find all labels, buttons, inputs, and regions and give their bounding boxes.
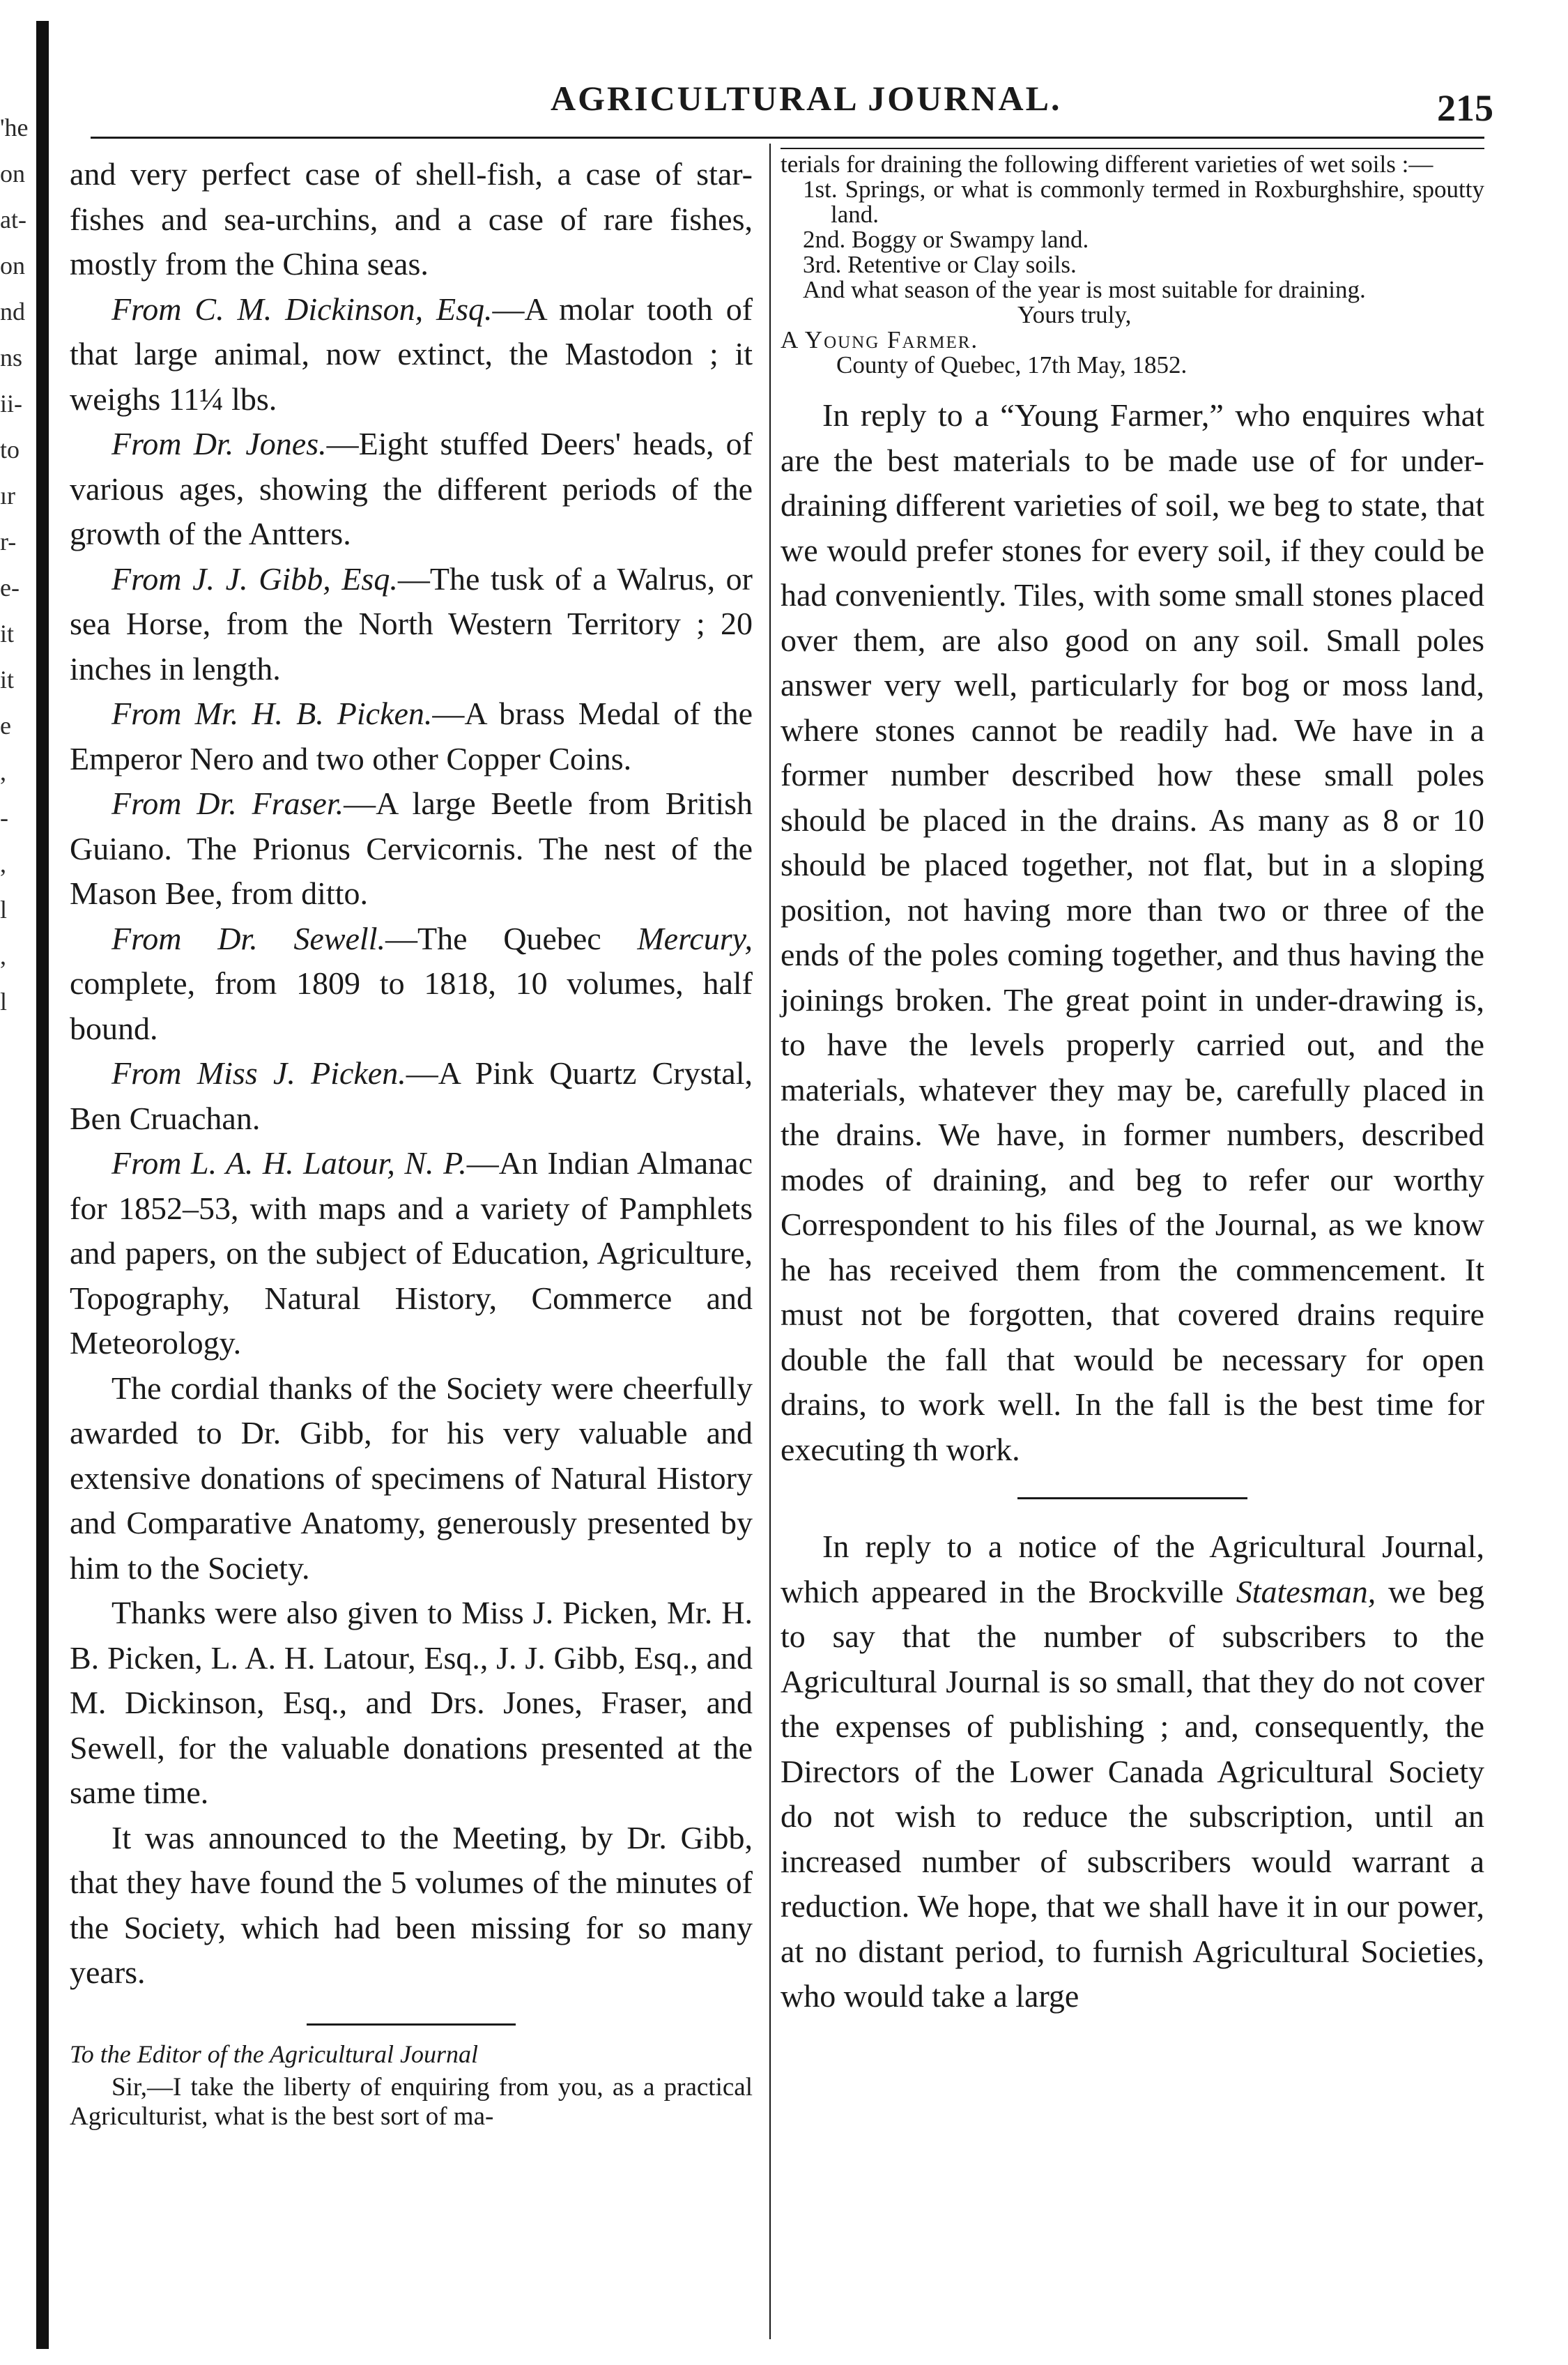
donation-entry	[70, 691, 753, 781]
margin-fragment: -	[0, 804, 8, 832]
margin-fragment: e	[0, 712, 11, 740]
donation-text: —The tusk of a Walrus, or sea Horse, from the North Western Territory ; 20 inches in length.	[70, 560, 753, 687]
margin-fragment: l	[0, 988, 8, 1016]
left-column	[70, 152, 753, 2131]
donation-text: —A large Beetle from British Guiano. The Prionus Cervicornis. The nest of the Mason Bee, from ditto.	[70, 786, 753, 911]
margin-fragment: it	[0, 620, 15, 648]
previous-page-fragments	[0, 105, 33, 1025]
donation-text: —A brass Medal of the Emperor Nero and two other Copper Coins.	[70, 696, 753, 776]
donor-name: Dr. Jones.	[193, 426, 327, 461]
page-number: 215	[1437, 87, 1493, 129]
donation-text: —Eight stuffed Deers' heads, of various ages, showing the different periods of the growth of the Antters.	[70, 426, 753, 551]
margin-fragment: e-	[0, 574, 20, 602]
letter-place-date: County of Quebec, 17th May, 1852.	[836, 351, 1187, 378]
reply-2-end: we beg to say that the number of subscribers to the Agricultural Journal is so small, that they do not cover the expenses of publishing ; and, consequently, the Directors of the Lower Canada Agricultural Society do not wish to reduce the subscription, until an increased number of subscribers would warrant a reduction. We hope, that we shall have it in our power, at no distant period, to furnish Agricultural Societies, who would take a large	[781, 1573, 1484, 2014]
running-header-title: AGRICULTURAL JOURNAL.	[551, 79, 1062, 118]
donation-text: —An Indian Almanac for 1852–53, with maps and a variety of Pamphlets and papers, on the subject of Education, Agriculture, Topography, Natural History, Commerce and Meteorology.	[70, 1145, 753, 1361]
margin-fragment: ns	[0, 344, 23, 372]
donation-entry	[70, 287, 753, 422]
donation-from: From	[112, 786, 182, 821]
donation-text: —A Pink Quartz Crystal, Ben Cruachan.	[70, 1055, 753, 1136]
header-rule	[91, 137, 1484, 139]
page-spine-shadow	[36, 21, 49, 2349]
letter-closing: Yours truly,	[1017, 301, 1132, 328]
margin-fragment: 'he	[0, 114, 29, 141]
paragraph-thanks-gibb: The cordial thanks of the Society were cheerfully awarded to Dr. Gibb, for his very valuable and extensive donations of specimens of Natural History and Comparative Anatomy, generously presented by him to the Society.	[70, 1370, 753, 1586]
letter-continued: terials for draining the following different varieties of wet soils :—	[781, 151, 1434, 178]
margin-fragment: r-	[0, 528, 17, 556]
letter-question: And what season of the year is most suitable for draining.	[803, 276, 1366, 303]
reply-young-farmer: In reply to a “Young Farmer,” who enquires what are the best materials to be made use of for under-draining different varieties of soil, we beg to state, that we would prefer stones for every soil, if they could be had conveniently. Tiles, with some small stones placed over them, are also good on any soil. Small poles answer very well, particularly for bog or moss land, where stones cannot be readily had. We have in a former number described how these small poles should be placed in the drains. As many as 8 or 10 should be placed together, not flat, but in a sloping position, not having more than two or three of the ends of the poles coming together, and thus having the joinings broken. The great point in under-drawing is, to have the levels properly carried out, and the materials, whatever they may be, carefully placed in the drains. We have, in former numbers, described modes of draining, and beg to refer our worthy Correspondent to his files of the Journal, as we know he has received them from the commencement. It must not be forgotten, that covered drains require double the fall that would be necessary for open drains, to work well. In the fall is the best time for executing th work.	[781, 397, 1484, 1467]
donation-italic: Mercury,	[637, 920, 753, 956]
donor-name: L. A. H. Latour, N. P.	[191, 1145, 467, 1181]
paragraph-thanks-others: Thanks were also given to Miss J. Picken, Mr. H. B. Picken, L. A. H. Latour, Esq., J. J. Gibb, Esq., and M. Dickinson, Esq., and Drs. Jones, Fraser, and Sewell, for the valuable donations presented at the same time.	[70, 1595, 753, 1810]
donation-from: From	[112, 426, 182, 461]
donor-name: Dr. Sewell.	[217, 920, 385, 956]
donation-entry	[70, 781, 753, 917]
donation-from: From	[112, 1055, 182, 1091]
margin-fragment: it	[0, 666, 15, 694]
margin-fragment: nd	[0, 298, 25, 326]
donation-from: From	[112, 1145, 182, 1181]
section-rule-right	[1017, 1497, 1247, 1499]
letter-opening: Sir,—I take the liberty of enquiring from you, as a practical Agriculturist, what is the best sort of ma-	[70, 2072, 753, 2131]
column-divider	[769, 144, 771, 2339]
donation-entry	[70, 422, 753, 557]
donation-from: From	[112, 696, 182, 731]
margin-fragment: to	[0, 436, 20, 464]
donation-text: —A molar tooth of that large animal, now extinct, the Mastodon ; it weighs 11¼ lbs.	[70, 291, 753, 417]
letter-item-2: 2nd. Boggy or Swampy land.	[803, 226, 1089, 253]
donation-from: From	[112, 560, 182, 597]
margin-fragment: on	[0, 252, 25, 280]
donation-entry	[70, 1141, 753, 1366]
donation-entry	[70, 557, 753, 692]
letter-heading: To the Editor of the Agricultural Journal	[70, 2039, 479, 2068]
right-column	[781, 152, 1484, 2019]
margin-fragment: at-	[0, 206, 26, 234]
donor-name: Mr. H. B. Picken.	[194, 696, 433, 731]
margin-fragment: ii-	[0, 390, 22, 418]
donation-from: From	[112, 291, 182, 327]
donation-entry	[70, 917, 753, 1052]
header-rule-secondary	[781, 148, 1484, 149]
reply-2-start: In reply to a notice of the Agricultural Journal, which appeared in the Brockville	[781, 1529, 1484, 1609]
margin-fragment: l	[0, 896, 8, 924]
donor-name: Dr. Fraser.	[197, 786, 344, 821]
donations-list	[70, 287, 753, 1366]
donation-text-after: complete, from 1809 to 1818, 10 volumes, half bound.	[70, 965, 753, 1046]
donor-name: C. M. Dickinson, Esq.	[194, 291, 493, 327]
paragraph-minutes-found: It was announced to the Meeting, by Dr. Gibb, that they have found the 5 volumes of the minutes of the Society, which had been missing for so many years.	[70, 1819, 753, 1990]
donor-name: J. J. Gibb, Esq.	[192, 560, 398, 597]
opening-paragraph: and very perfect case of shell-fish, a case of star-fishes and sea-urchins, and a case of rare fishes, mostly from the China seas.	[70, 156, 753, 282]
letter-signature: A Young Farmer.	[781, 326, 979, 353]
margin-fragment: ır	[0, 482, 15, 510]
donor-name: Miss J. Picken.	[197, 1055, 406, 1091]
donation-entry	[70, 1051, 753, 1141]
letter-item-3: 3rd. Retentive or Clay soils.	[803, 251, 1077, 278]
donation-text: —The Quebec	[385, 920, 638, 956]
section-rule	[307, 2023, 516, 2026]
reply-brockville-notice	[781, 1524, 1484, 2019]
margin-fragment: ,	[0, 942, 6, 970]
donation-from: From	[112, 920, 182, 956]
margin-fragment: ,	[0, 850, 6, 878]
margin-fragment: ,	[0, 758, 6, 786]
letter-item-1: 1st. Springs, or what is commonly termed in Roxburghshire, spoutty land.	[803, 176, 1484, 228]
newspaper-name: Statesman,	[1236, 1573, 1376, 1609]
margin-fragment: on	[0, 160, 25, 187]
